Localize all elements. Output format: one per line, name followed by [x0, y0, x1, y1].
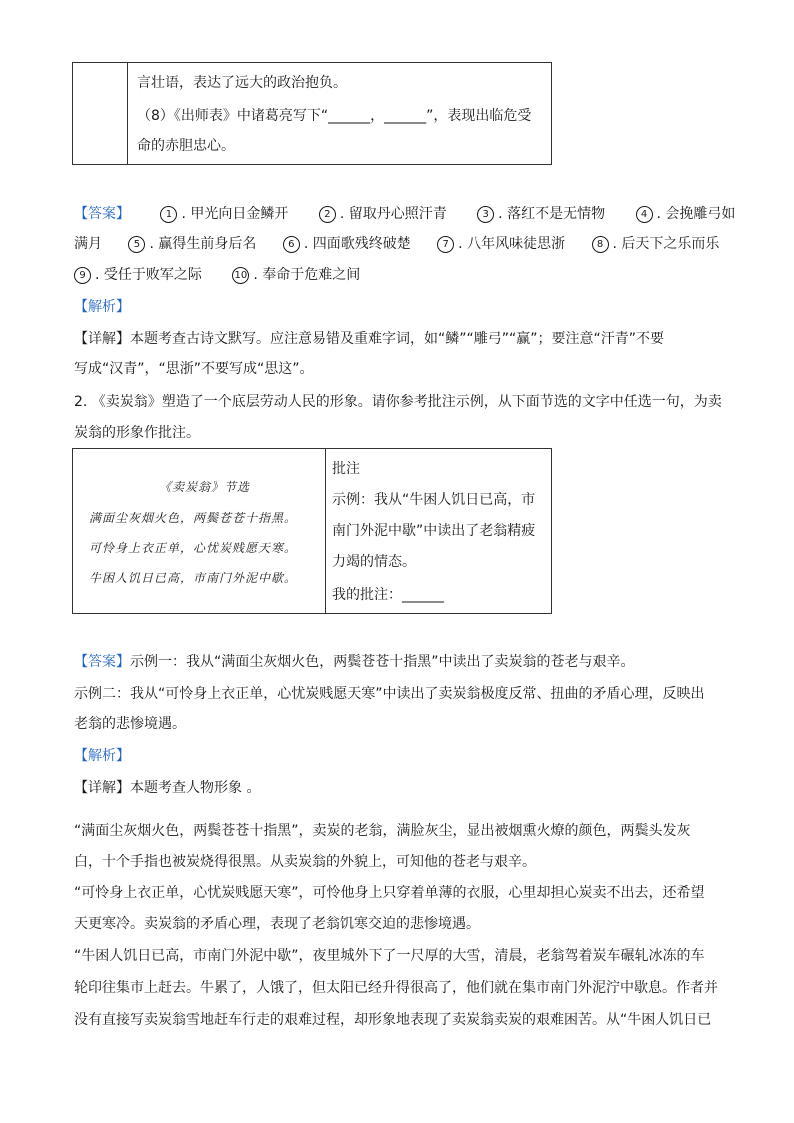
annotation-example-line: 南门外泥中歇”中读出了老翁精疲	[332, 523, 536, 539]
answer-item: . 奉命于危难之间	[253, 267, 361, 283]
answer-item: . 赢得生前身后名	[149, 236, 257, 252]
annotation-example-line: 示例：我从“牛困人饥日已高，市	[332, 492, 536, 508]
excerpt-line: 牛困人饥日已高，市南门外泥中歇。	[89, 571, 298, 585]
q2-answer-line	[74, 652, 635, 672]
answer-item: . 八年风味徒思浙	[458, 236, 566, 252]
answer-item: . 四面歌残终破楚	[303, 236, 411, 252]
q1-analysis-tag: 【解析】	[74, 299, 130, 315]
answer-item: . 甲光向日金鳞开	[181, 206, 289, 222]
answer-number: 3	[477, 206, 494, 223]
top-table-right-cell	[128, 63, 552, 165]
excerpt-title: 《卖炭翁》节选	[159, 480, 251, 494]
q2-para-line: “牛困人饥日已高，市南门外泥中歇”，夜里城外下了一尺厚的大雪，清晨，老翁驾着炭车碾轧冰冻的车	[74, 948, 705, 964]
annotation-cell	[326, 449, 552, 614]
q1-answer-row-2	[74, 234, 719, 254]
q2-detail-tag: 【详解】本题考查人物形象 。	[74, 780, 261, 796]
q1-detail-line: 【详解】本题考查古诗文默写。应注意易错及重难字词，如“鳞”“雕弓”“赢”；要注意“汗青”不要	[74, 331, 665, 347]
answer-number: 7	[437, 236, 454, 253]
q2-para-line: “满面尘灰烟火色，两鬓苍苍十指黑”，卖炭的老翁，满脸灰尘，显出被烟熏火燎的颜色，两鬓头发灰	[74, 823, 691, 839]
q2-para-line: 白，十个手指也被炭烧得很黑。从卖炭翁的外貌上，可知他的苍老与艰辛。	[74, 854, 536, 870]
q2-para-line: “可怜身上衣正单，心忧炭贱愿天寒”，可怜他身上只穿着单薄的衣服，心里却担心炭卖不出去，还希望	[74, 885, 705, 901]
answer-text: 示例一：我从“满面尘灰烟火色，两鬓苍苍十指黑”中读出了卖炭翁的苍老与艰辛。	[130, 654, 635, 670]
q2-para-line: 轮印往集市上赶去。牛累了，人饿了，但太阳已经升得很高了，他们就在集市南门外泥泞中歇息。作者并	[74, 980, 718, 996]
q1-answer-row-3	[74, 265, 360, 285]
answer-number: 9	[74, 267, 91, 284]
q2-answer-line: 示例二：我从“可怜身上衣正单，心忧炭贱愿天寒”中读出了卖炭翁极度反常、扭曲的矛盾心理，反映出	[74, 686, 705, 702]
answer-item: . 会挽雕弓如	[656, 206, 736, 222]
top-table-line: 命的赤胆忠心。	[137, 138, 235, 154]
excerpt-cell	[73, 449, 326, 614]
annotation-example-line: 力竭的情态。	[332, 554, 416, 570]
top-table-line: 言壮语，表达了远大的政治抱负。	[137, 75, 347, 91]
answer-item: . 落红不是无情物	[498, 206, 606, 222]
answer-tag: 【答案】	[74, 654, 130, 670]
q1-answer-row-1	[74, 204, 735, 224]
answer-number: 10	[232, 267, 249, 284]
answer-number: 2	[319, 206, 336, 223]
answer-item: . 受任于败军之际	[95, 267, 202, 283]
excerpt-line: 可怜身上衣正单，心忧炭贱愿天寒。	[89, 541, 298, 555]
my-annotation: 我的批注：______	[332, 587, 444, 603]
answer-tag: 【答案】	[74, 206, 130, 222]
annotation-header: 批注	[332, 461, 360, 477]
excerpt-line: 满面尘灰烟火色，两鬓苍苍十指黑。	[89, 511, 298, 525]
q2-analysis-tag: 【解析】	[74, 748, 130, 764]
q1-detail-line: 写成“汉青”，“思浙”不要写成“思这”。	[74, 361, 314, 377]
answer-number: 5	[128, 236, 145, 253]
q2-table	[72, 448, 552, 614]
q2-para-line: 没有直接写卖炭翁雪地赶车行走的艰难过程，却形象地表现了卖炭翁卖炭的艰难困苦。从“牛困人饥日已	[74, 1012, 712, 1028]
q2-question-line: 2. 《卖炭翁》塑造了一个底层劳动人民的形象。请你参考批注示例，从下面节选的文字中任选一句，为卖	[74, 394, 722, 410]
q2-question-line: 炭翁的形象作批注。	[74, 425, 200, 441]
answer-number: 6	[283, 236, 300, 253]
answer-number: 4	[636, 206, 653, 223]
answer-item: . 后天下之乐而乐	[612, 236, 720, 252]
answer-number: 1	[160, 206, 177, 223]
answer-item: 满月	[74, 236, 102, 252]
top-table-left-cell	[73, 63, 128, 165]
answer-item: . 留取丹心照汗青	[339, 206, 447, 222]
top-table-line: （8）《出师表》中诸葛亮写下“______，______”，表现出临危受	[137, 108, 532, 124]
answer-number: 8	[592, 236, 609, 253]
q2-para-line: 天更寒冷。卖炭翁的矛盾心理，表现了老翁饥寒交迫的悲惨境遇。	[74, 916, 480, 932]
q2-answer-line: 老翁的悲惨境遇。	[74, 716, 186, 732]
top-table	[72, 62, 552, 165]
